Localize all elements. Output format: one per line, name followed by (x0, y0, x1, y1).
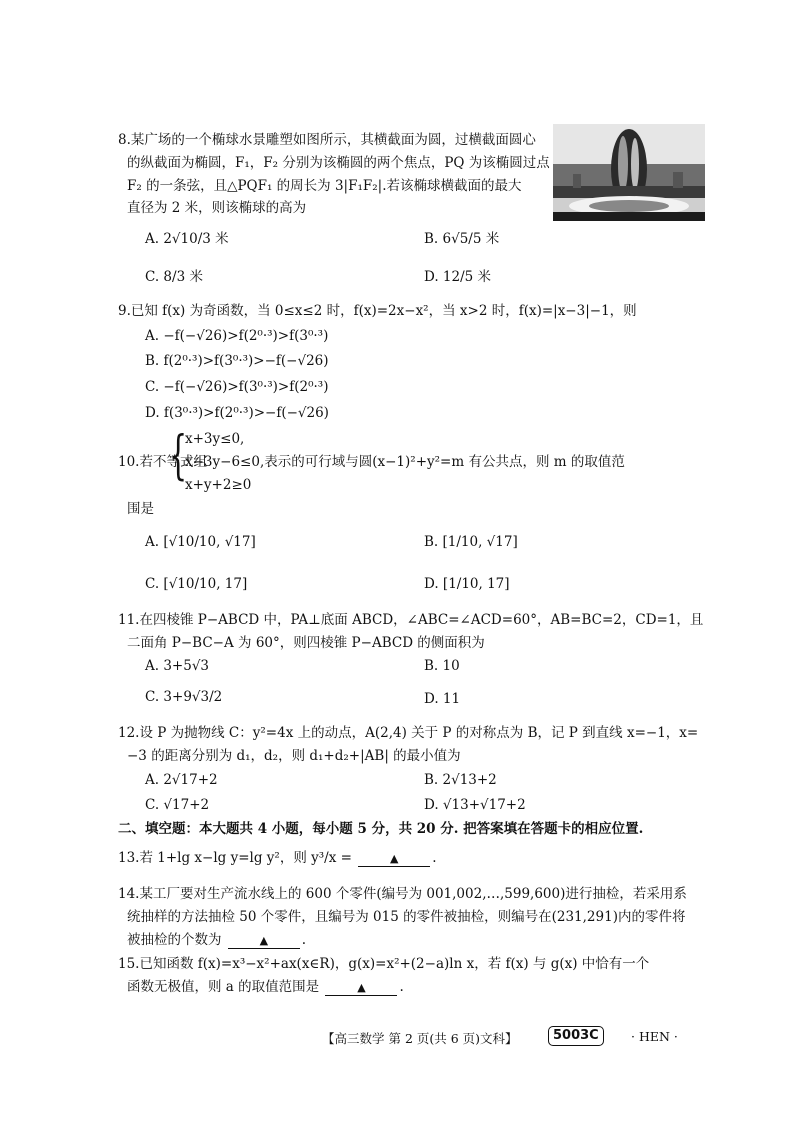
q10-option-c: C. [√10/10, 17] (145, 576, 248, 592)
q14-blank-mark: ▲ (259, 934, 269, 947)
q15-line1: 15.已知函数 f(x)=x³−x²+ax(x∈R)，g(x)=x²+(2−a)ln x，若 f(x) 与 g(x) 中恰有一个 (118, 956, 650, 972)
q8-option-a: A. 2√10/3 米 (145, 231, 229, 247)
q14-line3: 被抽检的个数为 (127, 932, 222, 948)
q10-continuation: 围是 (127, 501, 154, 517)
q12-option-a: A. 2√17+2 (145, 772, 218, 788)
q11-line1: 11.在四棱锥 P−ABCD 中，PA⊥底面 ABCD，∠ABC=∠ACD=60°，AB=BC=2，CD=1，且 (118, 612, 704, 628)
q14-end: . (301, 932, 307, 948)
q15-blank-mark: ▲ (357, 981, 366, 994)
q10-system-2: x−3y−6≤0,表示的可行域与圆(x−1)²+y²=m 有公共点，则 m 的取值范 (185, 454, 625, 470)
q8-line4: 直径为 2 米，则该椭球的高为 (127, 200, 307, 216)
q8-line3: F₂ 的一条弦，且△PQF₁ 的周长为 3|F₁F₂|.若该椭球横截面的最大 (127, 178, 522, 194)
q13-blank-mark: ▲ (389, 852, 399, 865)
q9-option-b: B. f(2⁰·³)>f(3⁰·³)>−f(−√26) (145, 353, 329, 369)
q9-option-c: C. −f(−√26)>f(3⁰·³)>f(2⁰·³) (145, 379, 329, 395)
q12-option-c: C. √17+2 (145, 797, 210, 813)
q10-option-b: B. [1/10, √17] (424, 534, 518, 550)
q13-end: . (432, 850, 437, 866)
q14-answer-blank[interactable] (228, 933, 300, 949)
q8-option-d: D. 12/5 米 (424, 269, 492, 285)
q11-option-a: A. 3+5√3 (145, 658, 210, 674)
footer-page-label: 【高三数学 第 2 页(共 6 页)文科】 (322, 1031, 518, 1046)
q10-prefix: 10.若不等式组 (118, 454, 207, 470)
q11-line2: 二面角 P−BC−A 为 60°，则四棱锥 P−ABCD 的侧面积为 (127, 635, 485, 651)
sculpture-photo (553, 124, 705, 221)
q8-line1: 8.某广场的一个椭球水景雕塑如图所示，其横截面为圆，过横截面圆心 (118, 132, 536, 148)
q13-line (118, 849, 437, 867)
q12-option-b: B. 2√13+2 (424, 772, 497, 788)
q10-system-1: x+3y≤0, (185, 431, 245, 447)
q9-stem: 9.已知 f(x) 为奇函数，当 0≤x≤2 时，f(x)=2x−x²，当 x>2 时，f(x)=|x−3|−1，则 (118, 303, 637, 319)
q9-option-d: D. f(3⁰·³)>f(2⁰·³)>−f(−√26) (145, 405, 329, 421)
q14-line2: 统抽样的方法抽检 50 个零件，且编号为 015 的零件被抽检，则编号在(231,291)内的零件将 (127, 909, 686, 925)
section-2-heading: 二、填空题：本大题共 4 小题，每小题 5 分，共 20 分. 把答案填在答题卡的相应位置. (118, 821, 644, 837)
q8-line2: 的纵截面为椭圆，F₁，F₂ 分别为该椭圆的两个焦点，PQ 为该椭圆过点 (127, 155, 550, 171)
q10-option-d: D. [1/10, 17] (424, 576, 510, 592)
q11-option-d: D. 11 (424, 691, 461, 707)
q14-line3-wrap (127, 931, 306, 949)
q15-line2-wrap (127, 978, 404, 996)
q8-option-c: C. 8/3 米 (145, 269, 203, 285)
exam-code-badge: 5003C (548, 1026, 604, 1046)
q9-option-a: A. −f(−√26)>f(2⁰·³)>f(3⁰·³) (145, 328, 329, 344)
q10-system-3: x+y+2≥0 (185, 477, 252, 493)
q12-line1: 12.设 P 为抛物线 C：y²=4x 上的动点，A(2,4) 关于 P 的对称点为 B，记 P 到直线 x=−1，x= (118, 725, 699, 741)
q10-option-a: A. [√10/10, √17] (145, 534, 256, 550)
q11-option-b: B. 10 (424, 658, 460, 674)
q15-answer-blank[interactable] (325, 980, 397, 996)
q13-stem: 13.若 1+lg x−lg y=lg y²，则 y³/x = (118, 850, 352, 866)
q12-option-d: D. √13+√17+2 (424, 797, 526, 813)
system-brace: { (169, 426, 188, 486)
q8-option-b: B. 6√5/5 米 (424, 231, 500, 247)
q15-line2: 函数无极值，则 a 的取值范围是 (127, 979, 320, 995)
q14-line1: 14.某工厂要对生产流水线上的 600 个零件(编号为 001,002,…,599,600)进行抽检，若采用系 (118, 886, 687, 902)
q13-answer-blank[interactable] (358, 851, 430, 867)
q15-end: . (399, 979, 404, 995)
q11-option-c: C. 3+9√3/2 (145, 689, 223, 705)
q12-line2: −3 的距离分别为 d₁，d₂，则 d₁+d₂+|AB| 的最小值为 (127, 748, 461, 764)
footer-suffix: · HEN · (631, 1029, 678, 1044)
